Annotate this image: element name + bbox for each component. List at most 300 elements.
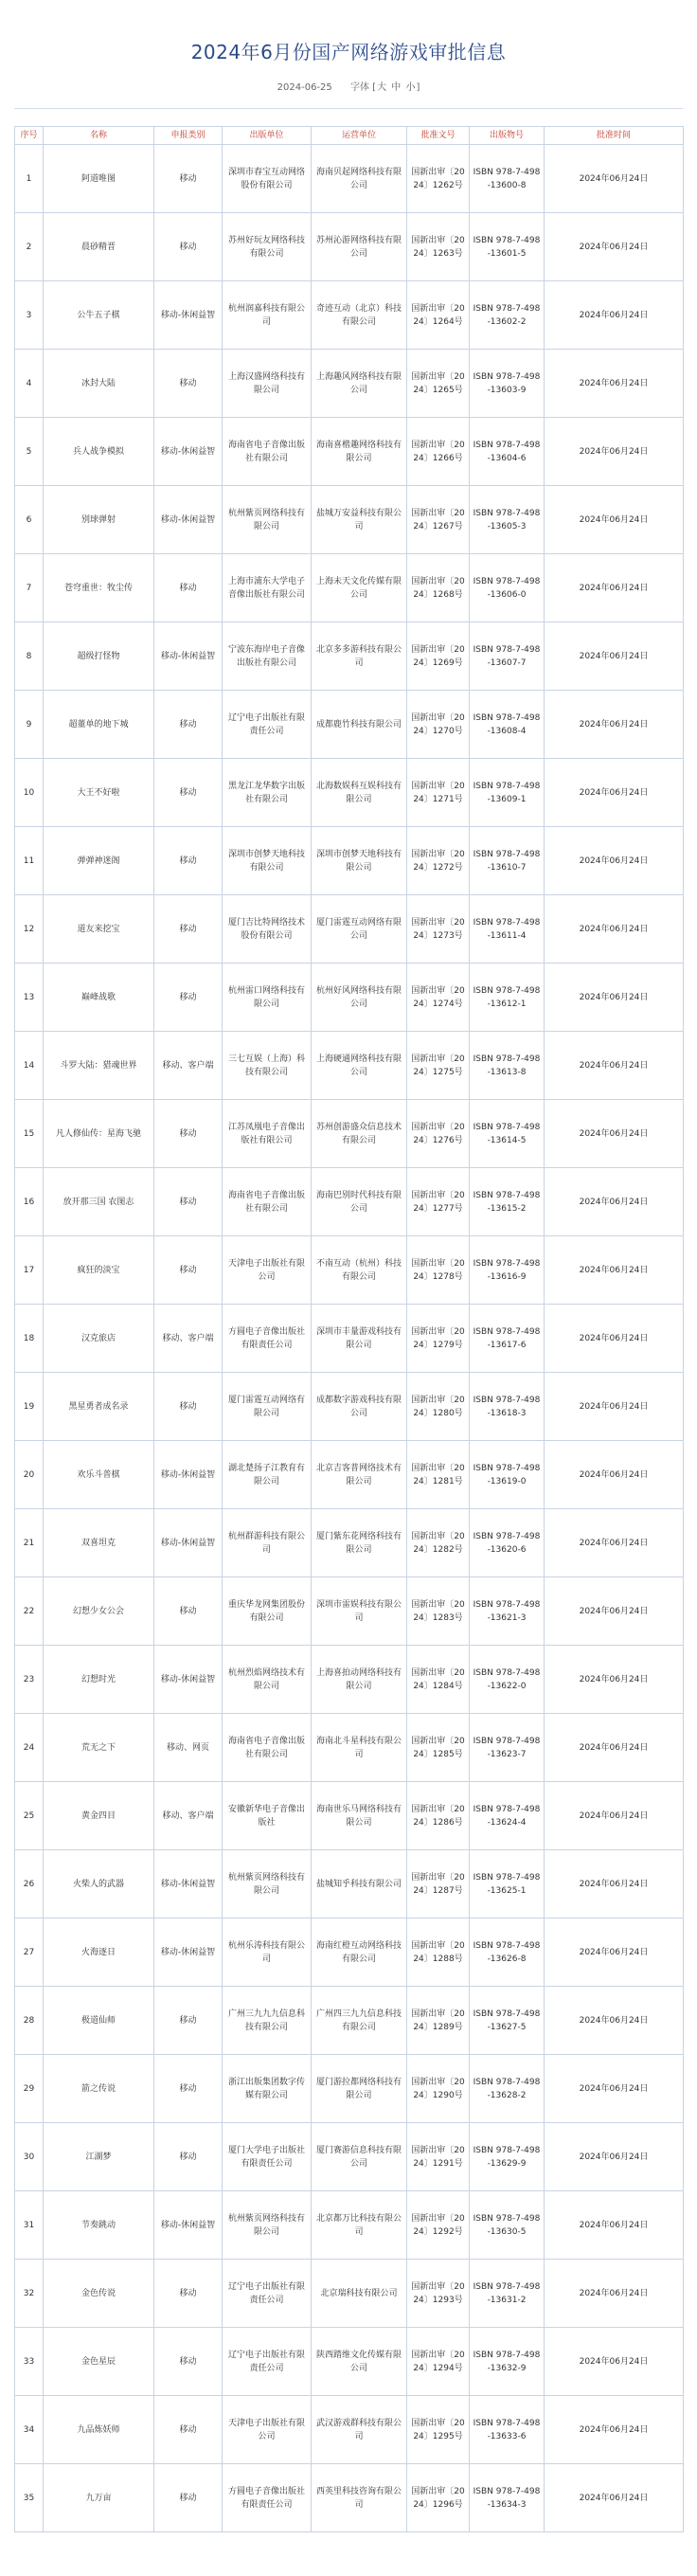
cell-category: 移动-休闲益智 xyxy=(154,418,223,486)
cell-category: 移动 xyxy=(154,145,223,213)
cell-category: 移动 xyxy=(154,1236,223,1305)
cell-approval-no: 国新出审〔2024〕1283号 xyxy=(407,1577,470,1646)
cell-isbn: ISBN 978-7-498-13604-6 xyxy=(470,418,545,486)
cell-category: 移动-休闲益智 xyxy=(154,622,223,691)
cell-game-name: 凡人修仙传：星海飞驰 xyxy=(44,1100,154,1168)
cell-index: 20 xyxy=(15,1441,44,1509)
cell-approval-date: 2024年06月24日 xyxy=(545,1100,684,1168)
table-row xyxy=(15,2055,684,2123)
col-header-isbn: 出版物号 xyxy=(470,127,545,145)
cell-isbn: ISBN 978-7-498-13618-3 xyxy=(470,1373,545,1441)
cell-game-name: 幻想时光 xyxy=(44,1646,154,1714)
cell-isbn: ISBN 978-7-498-13632-9 xyxy=(470,2328,545,2396)
table-row xyxy=(15,827,684,895)
cell-operator: 盐城万安益科技有限公司 xyxy=(312,486,407,554)
cell-operator: 上海硬通网络科技有限公司 xyxy=(312,1032,407,1100)
font-size-medium-link[interactable]: 中 xyxy=(391,82,402,93)
cell-approval-date: 2024年06月24日 xyxy=(545,145,684,213)
cell-publisher: 黑龙江龙华数字出版社有限公司 xyxy=(223,759,312,827)
cell-index: 23 xyxy=(15,1646,44,1714)
table-row xyxy=(15,1305,684,1373)
cell-approval-date: 2024年06月24日 xyxy=(545,1714,684,1782)
cell-game-name: 巅峰战歌 xyxy=(44,964,154,1032)
approval-table-container xyxy=(14,126,683,2532)
cell-approval-date: 2024年06月24日 xyxy=(545,1509,684,1577)
cell-approval-date: 2024年06月24日 xyxy=(545,622,684,691)
font-size-label: 字体 xyxy=(349,82,369,93)
cell-game-name: 超董单的地下城 xyxy=(44,691,154,759)
cell-game-name: 金色星辰 xyxy=(44,2328,154,2396)
cell-operator: 成都数字游戏科技有限公司 xyxy=(312,1373,407,1441)
cell-game-name: 节奏跳动 xyxy=(44,2191,154,2260)
cell-publisher: 杭州雷口网络科技有限公司 xyxy=(223,964,312,1032)
cell-approval-no: 国新出审〔2024〕1279号 xyxy=(407,1305,470,1373)
cell-approval-date: 2024年06月24日 xyxy=(545,1850,684,1918)
cell-category: 移动、客户端 xyxy=(154,1305,223,1373)
font-size-small-link[interactable]: 小 xyxy=(405,82,416,93)
cell-index: 19 xyxy=(15,1373,44,1441)
cell-approval-date: 2024年06月24日 xyxy=(545,1032,684,1100)
table-row xyxy=(15,554,684,622)
cell-index: 2 xyxy=(15,213,44,281)
cell-operator: 广州四三九九信息科技有限公司 xyxy=(312,1987,407,2055)
cell-approval-no: 国新出审〔2024〕1289号 xyxy=(407,1987,470,2055)
cell-operator: 北京吉客普网络技术有限公司 xyxy=(312,1441,407,1509)
cell-approval-date: 2024年06月24日 xyxy=(545,964,684,1032)
cell-publisher: 杭州紫页网络科技有限公司 xyxy=(223,2191,312,2260)
publish-date: 2024-06-25 xyxy=(277,82,332,93)
cell-category: 移动 xyxy=(154,2123,223,2191)
table-row xyxy=(15,145,684,213)
cell-operator: 成都鹿竹科技有限公司 xyxy=(312,691,407,759)
table-row xyxy=(15,2396,684,2464)
cell-publisher: 海南省电子音像出版社有限公司 xyxy=(223,418,312,486)
cell-publisher: 天津电子出版社有限公司 xyxy=(223,2396,312,2464)
cell-approval-no: 国新出审〔2024〕1285号 xyxy=(407,1714,470,1782)
cell-isbn: ISBN 978-7-498-13620-6 xyxy=(470,1509,545,1577)
table-row xyxy=(15,2464,684,2532)
table-row xyxy=(15,1100,684,1168)
table-row xyxy=(15,350,684,418)
cell-publisher: 湖北楚扬子江教育有限公司 xyxy=(223,1441,312,1509)
cell-approval-date: 2024年06月24日 xyxy=(545,2464,684,2532)
cell-approval-no: 国新出审〔2024〕1262号 xyxy=(407,145,470,213)
cell-game-name: 九品炼妖师 xyxy=(44,2396,154,2464)
cell-operator: 武汉游戏群科技有限公司 xyxy=(312,2396,407,2464)
cell-index: 34 xyxy=(15,2396,44,2464)
cell-approval-no: 国新出审〔2024〕1296号 xyxy=(407,2464,470,2532)
cell-game-name: 疯狂的淡宝 xyxy=(44,1236,154,1305)
cell-game-name: 冰封大陆 xyxy=(44,350,154,418)
col-header-index: 序号 xyxy=(15,127,44,145)
cell-index: 9 xyxy=(15,691,44,759)
table-row xyxy=(15,213,684,281)
font-size-bracket-close: ] xyxy=(416,82,420,93)
cell-category: 移动 xyxy=(154,1100,223,1168)
cell-game-name: 江湖梦 xyxy=(44,2123,154,2191)
cell-approval-date: 2024年06月24日 xyxy=(545,895,684,964)
table-row xyxy=(15,1987,684,2055)
cell-approval-no: 国新出审〔2024〕1276号 xyxy=(407,1100,470,1168)
cell-publisher: 安徽新华电子音像出版社 xyxy=(223,1782,312,1850)
cell-operator: 北海数娱科互娱科技有限公司 xyxy=(312,759,407,827)
cell-approval-no: 国新出审〔2024〕1273号 xyxy=(407,895,470,964)
cell-publisher: 杭州乐涛科技有限公司 xyxy=(223,1918,312,1987)
cell-approval-no: 国新出审〔2024〕1267号 xyxy=(407,486,470,554)
font-size-bracket-open: [ xyxy=(372,82,377,93)
cell-publisher: 三七互娱（上海）科技有限公司 xyxy=(223,1032,312,1100)
table-row xyxy=(15,1441,684,1509)
cell-publisher: 广州三九九九信息科技有限公司 xyxy=(223,1987,312,2055)
cell-publisher: 辽宁电子出版社有限责任公司 xyxy=(223,2260,312,2328)
cell-game-name: 阿道唯图 xyxy=(44,145,154,213)
cell-approval-no: 国新出审〔2024〕1266号 xyxy=(407,418,470,486)
cell-isbn: ISBN 978-7-498-13619-0 xyxy=(470,1441,545,1509)
cell-category: 移动 xyxy=(154,691,223,759)
cell-game-name: 黄金四目 xyxy=(44,1782,154,1850)
cell-operator: 西英里科技咨询有限公司 xyxy=(312,2464,407,2532)
cell-category: 移动-休闲益智 xyxy=(154,1509,223,1577)
cell-approval-date: 2024年06月24日 xyxy=(545,827,684,895)
cell-approval-date: 2024年06月24日 xyxy=(545,2123,684,2191)
cell-category: 移动、客户端 xyxy=(154,1782,223,1850)
cell-operator: 海南世乐马网络科技有限公司 xyxy=(312,1782,407,1850)
cell-index: 6 xyxy=(15,486,44,554)
cell-approval-date: 2024年06月24日 xyxy=(545,350,684,418)
col-header-publisher: 出版单位 xyxy=(223,127,312,145)
cell-category: 移动-休闲益智 xyxy=(154,2191,223,2260)
cell-publisher: 上海汉盛网络科技有限公司 xyxy=(223,350,312,418)
cell-index: 11 xyxy=(15,827,44,895)
cell-index: 26 xyxy=(15,1850,44,1918)
cell-publisher: 厦门大学电子出版社有限责任公司 xyxy=(223,2123,312,2191)
cell-operator: 海南喜楷趣网络科技有限公司 xyxy=(312,418,407,486)
cell-index: 22 xyxy=(15,1577,44,1646)
cell-approval-date: 2024年06月24日 xyxy=(545,1373,684,1441)
table-row xyxy=(15,1236,684,1305)
cell-category: 移动 xyxy=(154,1168,223,1236)
cell-publisher: 方圆电子音像出版社有限责任公司 xyxy=(223,1305,312,1373)
cell-operator: 北京瑞科技有限公司 xyxy=(312,2260,407,2328)
cell-category: 移动 xyxy=(154,554,223,622)
cell-approval-date: 2024年06月24日 xyxy=(545,759,684,827)
cell-game-name: 斗罗大陆：猎魂世界 xyxy=(44,1032,154,1100)
table-row xyxy=(15,486,684,554)
cell-operator: 海南巴别时代科技有限公司 xyxy=(312,1168,407,1236)
cell-approval-date: 2024年06月24日 xyxy=(545,691,684,759)
cell-approval-date: 2024年06月24日 xyxy=(545,2396,684,2464)
table-row xyxy=(15,2260,684,2328)
cell-operator: 北京多多游科技有限公司 xyxy=(312,622,407,691)
cell-index: 28 xyxy=(15,1987,44,2055)
cell-approval-no: 国新出审〔2024〕1277号 xyxy=(407,1168,470,1236)
cell-game-name: 别球弹射 xyxy=(44,486,154,554)
cell-approval-date: 2024年06月24日 xyxy=(545,2191,684,2260)
cell-approval-no: 国新出审〔2024〕1281号 xyxy=(407,1441,470,1509)
cell-isbn: ISBN 978-7-498-13608-4 xyxy=(470,691,545,759)
cell-isbn: ISBN 978-7-498-13613-8 xyxy=(470,1032,545,1100)
cell-approval-date: 2024年06月24日 xyxy=(545,1782,684,1850)
cell-approval-no: 国新出审〔2024〕1269号 xyxy=(407,622,470,691)
cell-publisher: 海南省电子音像出版社有限公司 xyxy=(223,1168,312,1236)
cell-approval-no: 国新出审〔2024〕1288号 xyxy=(407,1918,470,1987)
cell-isbn: ISBN 978-7-498-13615-2 xyxy=(470,1168,545,1236)
cell-approval-no: 国新出审〔2024〕1278号 xyxy=(407,1236,470,1305)
table-row xyxy=(15,1373,684,1441)
table-row xyxy=(15,1918,684,1987)
cell-publisher: 杭州烈焰网络技术有限公司 xyxy=(223,1646,312,1714)
cell-game-name: 九万亩 xyxy=(44,2464,154,2532)
cell-game-name: 弹弹神迷阁 xyxy=(44,827,154,895)
cell-approval-date: 2024年06月24日 xyxy=(545,1305,684,1373)
cell-isbn: ISBN 978-7-498-13633-6 xyxy=(470,2396,545,2464)
cell-isbn: ISBN 978-7-498-13627-5 xyxy=(470,1987,545,2055)
cell-isbn: ISBN 978-7-498-13630-5 xyxy=(470,2191,545,2260)
cell-index: 15 xyxy=(15,1100,44,1168)
cell-approval-date: 2024年06月24日 xyxy=(545,2328,684,2396)
cell-approval-date: 2024年06月24日 xyxy=(545,418,684,486)
table-header-row xyxy=(15,127,684,145)
cell-game-name: 超级打怪物 xyxy=(44,622,154,691)
cell-operator: 厦门游拉都网络科技有限公司 xyxy=(312,2055,407,2123)
table-row xyxy=(15,895,684,964)
cell-isbn: ISBN 978-7-498-13623-7 xyxy=(470,1714,545,1782)
cell-category: 移动 xyxy=(154,2055,223,2123)
cell-operator: 上海趣风网络科技有限公司 xyxy=(312,350,407,418)
cell-index: 16 xyxy=(15,1168,44,1236)
cell-index: 31 xyxy=(15,2191,44,2260)
cell-operator: 厦门紫东花网络科技有限公司 xyxy=(312,1509,407,1577)
cell-isbn: ISBN 978-7-498-13624-4 xyxy=(470,1782,545,1850)
cell-isbn: ISBN 978-7-498-13605-3 xyxy=(470,486,545,554)
font-size-large-link[interactable]: 大 xyxy=(377,82,387,93)
table-row xyxy=(15,2123,684,2191)
cell-isbn: ISBN 978-7-498-13622-0 xyxy=(470,1646,545,1714)
cell-category: 移动 xyxy=(154,213,223,281)
table-row xyxy=(15,1032,684,1100)
cell-game-name: 欢乐斗普棋 xyxy=(44,1441,154,1509)
cell-category: 移动-休闲益智 xyxy=(154,1850,223,1918)
cell-publisher: 江苏凤凰电子音像出版社有限公司 xyxy=(223,1100,312,1168)
cell-index: 33 xyxy=(15,2328,44,2396)
table-row xyxy=(15,1646,684,1714)
cell-isbn: ISBN 978-7-498-13614-5 xyxy=(470,1100,545,1168)
cell-approval-no: 国新出审〔2024〕1286号 xyxy=(407,1782,470,1850)
cell-operator: 海南贝起网络科技有限公司 xyxy=(312,145,407,213)
cell-publisher: 深圳市春宝互动网络股份有限公司 xyxy=(223,145,312,213)
cell-approval-no: 国新出审〔2024〕1293号 xyxy=(407,2260,470,2328)
cell-category: 移动 xyxy=(154,2464,223,2532)
cell-game-name: 荒无之下 xyxy=(44,1714,154,1782)
cell-game-name: 放开那三国 农图志 xyxy=(44,1168,154,1236)
cell-isbn: ISBN 978-7-498-13634-3 xyxy=(470,2464,545,2532)
cell-isbn: ISBN 978-7-498-13606-0 xyxy=(470,554,545,622)
cell-approval-no: 国新出审〔2024〕1295号 xyxy=(407,2396,470,2464)
cell-game-name: 兵人战争模拟 xyxy=(44,418,154,486)
cell-game-name: 道友来挖宝 xyxy=(44,895,154,964)
cell-publisher: 天津电子出版社有限公司 xyxy=(223,1236,312,1305)
table-row xyxy=(15,1782,684,1850)
cell-category: 移动 xyxy=(154,350,223,418)
col-header-approval-date: 批准时间 xyxy=(545,127,684,145)
cell-category: 移动 xyxy=(154,827,223,895)
col-header-name: 名称 xyxy=(44,127,154,145)
cell-game-name: 大王不好啦 xyxy=(44,759,154,827)
cell-approval-date: 2024年06月24日 xyxy=(545,281,684,350)
cell-index: 7 xyxy=(15,554,44,622)
cell-category: 移动 xyxy=(154,2328,223,2396)
cell-approval-date: 2024年06月24日 xyxy=(545,1236,684,1305)
cell-operator: 深圳市创梦天地科技有限公司 xyxy=(312,827,407,895)
cell-index: 27 xyxy=(15,1918,44,1987)
cell-isbn: ISBN 978-7-498-13601-5 xyxy=(470,213,545,281)
cell-publisher: 辽宁电子出版社有限责任公司 xyxy=(223,2328,312,2396)
cell-index: 17 xyxy=(15,1236,44,1305)
cell-category: 移动-休闲益智 xyxy=(154,1646,223,1714)
cell-category: 移动-休闲益智 xyxy=(154,486,223,554)
article-meta xyxy=(0,81,697,95)
cell-index: 5 xyxy=(15,418,44,486)
cell-game-name: 火柴人的武器 xyxy=(44,1850,154,1918)
cell-category: 移动 xyxy=(154,2260,223,2328)
cell-category: 移动 xyxy=(154,1373,223,1441)
cell-game-name: 黑星勇者成名录 xyxy=(44,1373,154,1441)
cell-operator: 海南北斗星科技有限公司 xyxy=(312,1714,407,1782)
cell-publisher: 杭州群游科技有限公司 xyxy=(223,1509,312,1577)
cell-approval-no: 国新出审〔2024〕1268号 xyxy=(407,554,470,622)
table-row xyxy=(15,1850,684,1918)
cell-operator: 海南红橙互动网络科技有限公司 xyxy=(312,1918,407,1987)
cell-publisher: 苏州好玩友网络科技有限公司 xyxy=(223,213,312,281)
cell-game-name: 汉克旅店 xyxy=(44,1305,154,1373)
cell-index: 4 xyxy=(15,350,44,418)
cell-operator: 奇迹互动（北京）科技有限公司 xyxy=(312,281,407,350)
cell-approval-date: 2024年06月24日 xyxy=(545,554,684,622)
cell-isbn: ISBN 978-7-498-13617-6 xyxy=(470,1305,545,1373)
cell-operator: 深圳市丰量游戏科技有限公司 xyxy=(312,1305,407,1373)
cell-index: 10 xyxy=(15,759,44,827)
cell-operator: 北京都万比科技有限公司 xyxy=(312,2191,407,2260)
cell-category: 移动 xyxy=(154,1987,223,2055)
cell-isbn: ISBN 978-7-498-13631-2 xyxy=(470,2260,545,2328)
cell-approval-date: 2024年06月24日 xyxy=(545,213,684,281)
cell-game-name: 金色传说 xyxy=(44,2260,154,2328)
table-row xyxy=(15,2191,684,2260)
cell-isbn: ISBN 978-7-498-13629-9 xyxy=(470,2123,545,2191)
cell-approval-no: 国新出审〔2024〕1280号 xyxy=(407,1373,470,1441)
cell-approval-no: 国新出审〔2024〕1263号 xyxy=(407,213,470,281)
cell-game-name: 苍穹重世：牧尘传 xyxy=(44,554,154,622)
cell-game-name: 晨砂精晋 xyxy=(44,213,154,281)
title-divider xyxy=(14,108,683,109)
cell-isbn: ISBN 978-7-498-13610-7 xyxy=(470,827,545,895)
cell-category: 移动 xyxy=(154,759,223,827)
cell-isbn: ISBN 978-7-498-13609-1 xyxy=(470,759,545,827)
cell-approval-no: 国新出审〔2024〕1287号 xyxy=(407,1850,470,1918)
cell-approval-date: 2024年06月24日 xyxy=(545,1577,684,1646)
cell-isbn: ISBN 978-7-498-13628-2 xyxy=(470,2055,545,2123)
cell-isbn: ISBN 978-7-498-13607-7 xyxy=(470,622,545,691)
cell-game-name: 极道仙师 xyxy=(44,1987,154,2055)
cell-game-name: 公牛五子棋 xyxy=(44,281,154,350)
cell-approval-no: 国新出审〔2024〕1264号 xyxy=(407,281,470,350)
cell-publisher: 重庆华龙网集团股份有限公司 xyxy=(223,1577,312,1646)
cell-category: 移动-休闲益智 xyxy=(154,1441,223,1509)
page-title: 2024年6月份国产网络游戏审批信息 xyxy=(190,41,507,63)
table-body xyxy=(15,145,684,2532)
cell-isbn: ISBN 978-7-498-13600-8 xyxy=(470,145,545,213)
cell-index: 35 xyxy=(15,2464,44,2532)
cell-index: 18 xyxy=(15,1305,44,1373)
cell-category: 移动 xyxy=(154,895,223,964)
cell-approval-date: 2024年06月24日 xyxy=(545,2260,684,2328)
cell-operator: 杭州好风网络科技有限公司 xyxy=(312,964,407,1032)
cell-publisher: 上海市浦东大学电子音像出版社有限公司 xyxy=(223,554,312,622)
cell-approval-no: 国新出审〔2024〕1290号 xyxy=(407,2055,470,2123)
table-row xyxy=(15,691,684,759)
cell-approval-no: 国新出审〔2024〕1292号 xyxy=(407,2191,470,2260)
cell-publisher: 宁波东海岸电子音像出版社有限公司 xyxy=(223,622,312,691)
cell-approval-date: 2024年06月24日 xyxy=(545,1987,684,2055)
table-row xyxy=(15,622,684,691)
cell-operator: 厦门赛游信息科技有限公司 xyxy=(312,2123,407,2191)
table-row xyxy=(15,1577,684,1646)
cell-category: 移动-休闲益智 xyxy=(154,1918,223,1987)
cell-approval-no: 国新出审〔2024〕1284号 xyxy=(407,1646,470,1714)
cell-index: 14 xyxy=(15,1032,44,1100)
table-row xyxy=(15,1168,684,1236)
cell-isbn: ISBN 978-7-498-13603-9 xyxy=(470,350,545,418)
table-row xyxy=(15,418,684,486)
cell-approval-no: 国新出审〔2024〕1275号 xyxy=(407,1032,470,1100)
cell-isbn: ISBN 978-7-498-13625-1 xyxy=(470,1850,545,1918)
cell-approval-no: 国新出审〔2024〕1272号 xyxy=(407,827,470,895)
cell-operator: 不南互动（杭州）科技有限公司 xyxy=(312,1236,407,1305)
cell-approval-no: 国新出审〔2024〕1282号 xyxy=(407,1509,470,1577)
cell-operator: 上海未天文化传媒有限公司 xyxy=(312,554,407,622)
cell-game-name: 箭之传说 xyxy=(44,2055,154,2123)
cell-isbn: ISBN 978-7-498-13616-9 xyxy=(470,1236,545,1305)
table-row xyxy=(15,1509,684,1577)
cell-operator: 苏州沁游网络科技有限公司 xyxy=(312,213,407,281)
cell-category: 移动-休闲益智 xyxy=(154,281,223,350)
cell-isbn: ISBN 978-7-498-13612-1 xyxy=(470,964,545,1032)
cell-index: 29 xyxy=(15,2055,44,2123)
cell-index: 8 xyxy=(15,622,44,691)
cell-operator: 苏州创游盛众信息技术有限公司 xyxy=(312,1100,407,1168)
col-header-category: 申报类别 xyxy=(154,127,223,145)
cell-approval-no: 国新出审〔2024〕1271号 xyxy=(407,759,470,827)
cell-index: 3 xyxy=(15,281,44,350)
table-row xyxy=(15,964,684,1032)
cell-publisher: 厦门雷霆互动网络有限公司 xyxy=(223,1373,312,1441)
cell-approval-no: 国新出审〔2024〕1274号 xyxy=(407,964,470,1032)
cell-approval-no: 国新出审〔2024〕1294号 xyxy=(407,2328,470,2396)
cell-publisher: 海南省电子音像出版社有限公司 xyxy=(223,1714,312,1782)
cell-operator: 盐城知乎科技有限公司 xyxy=(312,1850,407,1918)
cell-index: 24 xyxy=(15,1714,44,1782)
cell-publisher: 厦门吉比特网络技术股份有限公司 xyxy=(223,895,312,964)
cell-index: 12 xyxy=(15,895,44,964)
col-header-operator: 运营单位 xyxy=(312,127,407,145)
table-row xyxy=(15,1714,684,1782)
cell-approval-no: 国新出审〔2024〕1270号 xyxy=(407,691,470,759)
cell-game-name: 火海逐日 xyxy=(44,1918,154,1987)
cell-category: 移动 xyxy=(154,964,223,1032)
cell-category: 移动 xyxy=(154,2396,223,2464)
cell-category: 移动 xyxy=(154,1577,223,1646)
table-row xyxy=(15,759,684,827)
